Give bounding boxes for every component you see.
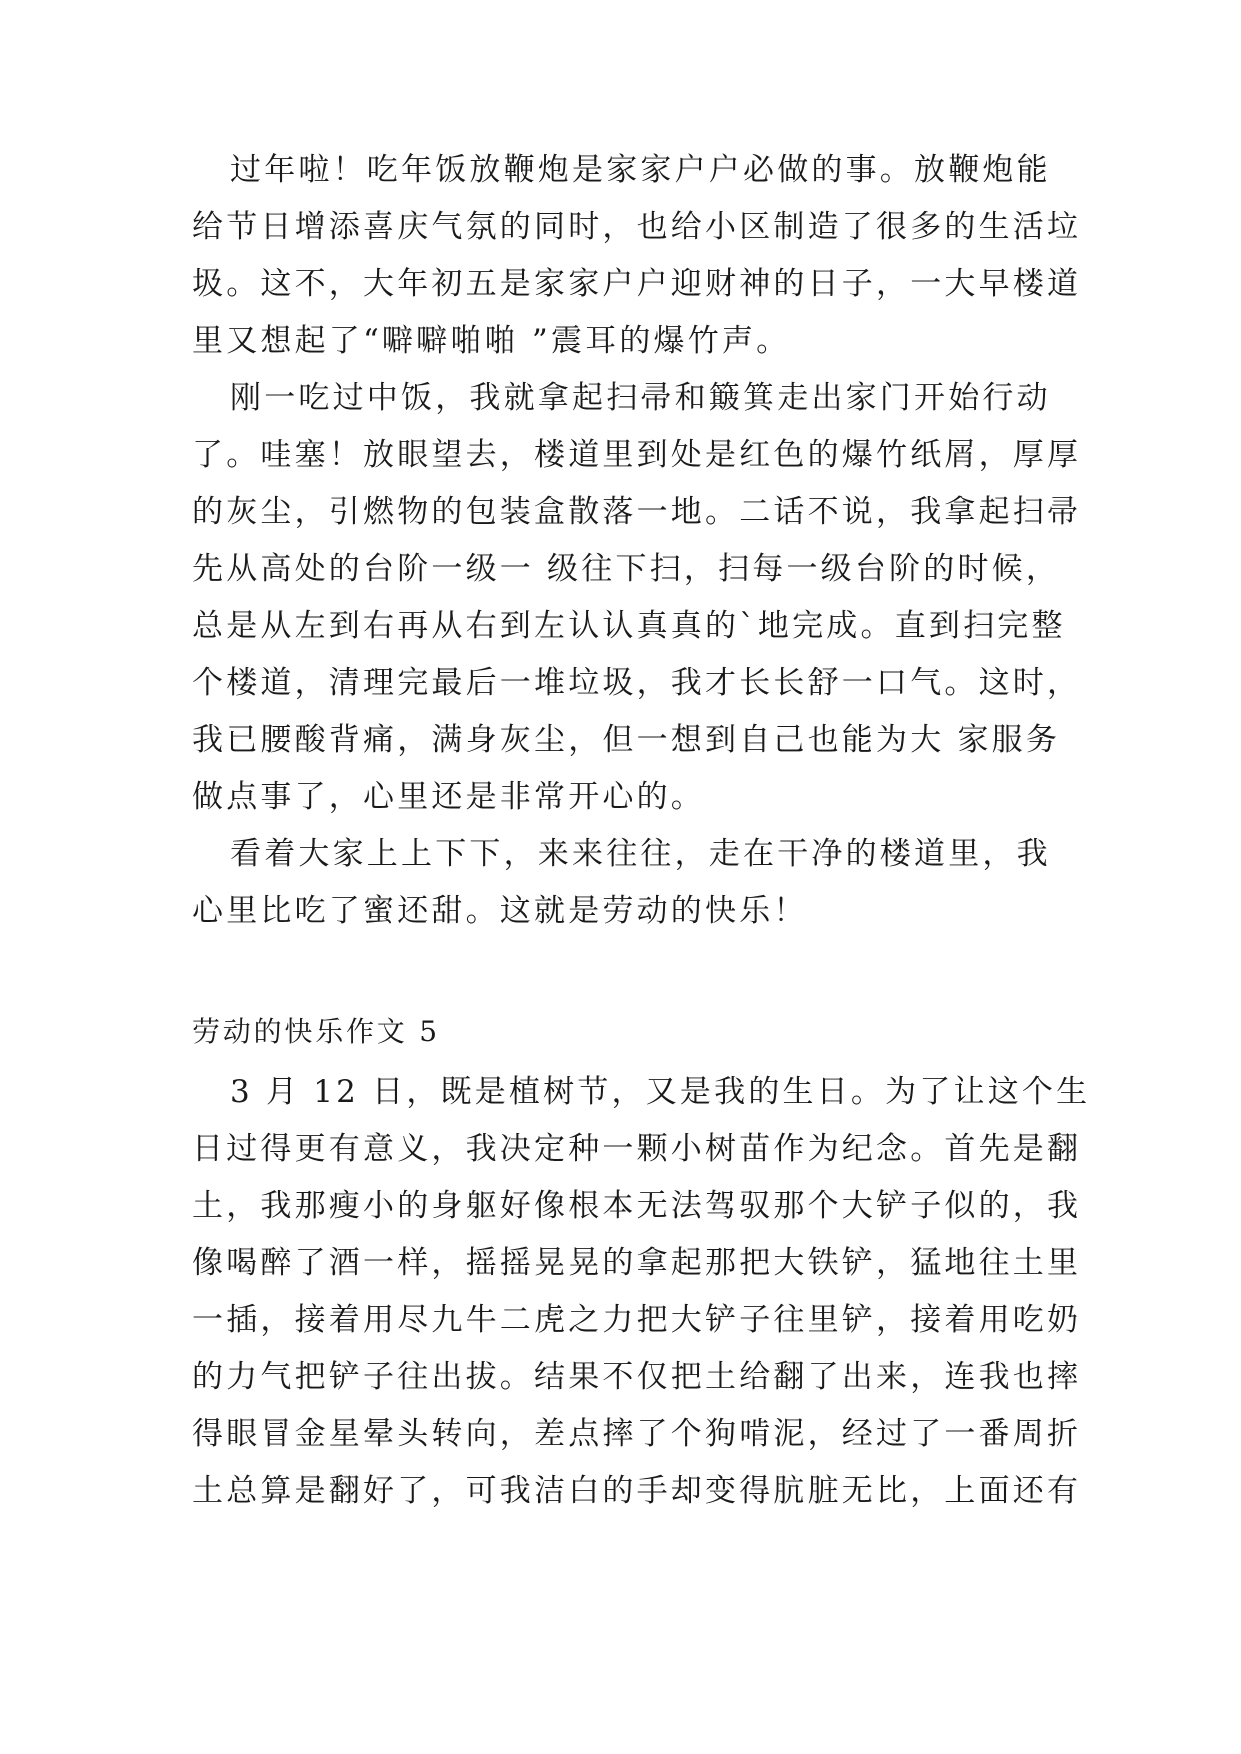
paragraph-line: 看着大家上上下下，来来往往，走在干净的楼道里，我 [230, 836, 1051, 872]
paragraph-line: 的灰尘，引燃物的包装盒散落一地。二话不说，我拿起扫帚 [192, 494, 1082, 530]
paragraph-line: 得眼冒金星晕头转向，差点摔了个狗啃泥，经过了一番周折 [192, 1416, 1082, 1452]
paragraph-line: 日过得更有意义，我决定种一颗小树苗作为纪念。首先是翻 [192, 1131, 1082, 1167]
paragraph-line: 土总算是翻好了，可我洁白的手却变得肮脏无比，上面还有 [192, 1473, 1082, 1509]
paragraph-line: 3 月 12 日，既是植树节，又是我的生日。为了让这个生 [230, 1074, 1091, 1110]
paragraph-line: 土，我那瘦小的身躯好像根本无法驾驭那个大铲子似的，我 [192, 1188, 1082, 1224]
paragraph-line: 个楼道，清理完最后一堆垃圾，我才长长舒一口气。这时， [192, 665, 1082, 701]
paragraph-line: 做点事了，心里还是非常开心的。 [192, 779, 705, 815]
paragraph-line: 过年啦！吃年饭放鞭炮是家家户户必做的事。放鞭炮能 [230, 152, 1051, 188]
paragraph-line: 一插，接着用尽九牛二虎之力把大铲子往里铲，接着用吃奶 [192, 1302, 1082, 1338]
paragraph-line: 我已腰酸背痛，满身灰尘，但一想到自己也能为大 家服务 [192, 722, 1061, 758]
paragraph-line: 总是从左到右再从右到左认认真真的`地完成。直到扫完整 [192, 608, 1066, 644]
paragraph-line: 刚一吃过中饭，我就拿起扫帚和簸箕走出家门开始行动 [230, 380, 1051, 416]
paragraph-line: 像喝醉了酒一样，摇摇晃晃的拿起那把大铁铲，猛地往土里 [192, 1245, 1082, 1281]
paragraph-line: 给节日增添喜庆气氛的同时，也给小区制造了很多的生活垃 [192, 209, 1082, 245]
paragraph-line: 的力气把铲子往出拔。结果不仅把土给翻了出来，连我也摔 [192, 1359, 1082, 1395]
paragraph-line: 先从高处的台阶一级一 级往下扫，扫每一级台阶的时候， [192, 551, 1061, 587]
section-heading: 劳动的快乐作文 5 [192, 1015, 440, 1048]
paragraph-line: 圾。这不，大年初五是家家户户迎财神的日子，一大早楼道 [192, 266, 1082, 302]
paragraph-line: 心里比吃了蜜还甜。这就是劳动的快乐！ [192, 893, 808, 929]
paragraph-line: 里又想起了“噼噼啪啪 ”震耳的爆竹声。 [192, 323, 791, 359]
paragraph-line: 了。哇塞！放眼望去，楼道里到处是红色的爆竹纸屑，厚厚 [192, 437, 1082, 473]
